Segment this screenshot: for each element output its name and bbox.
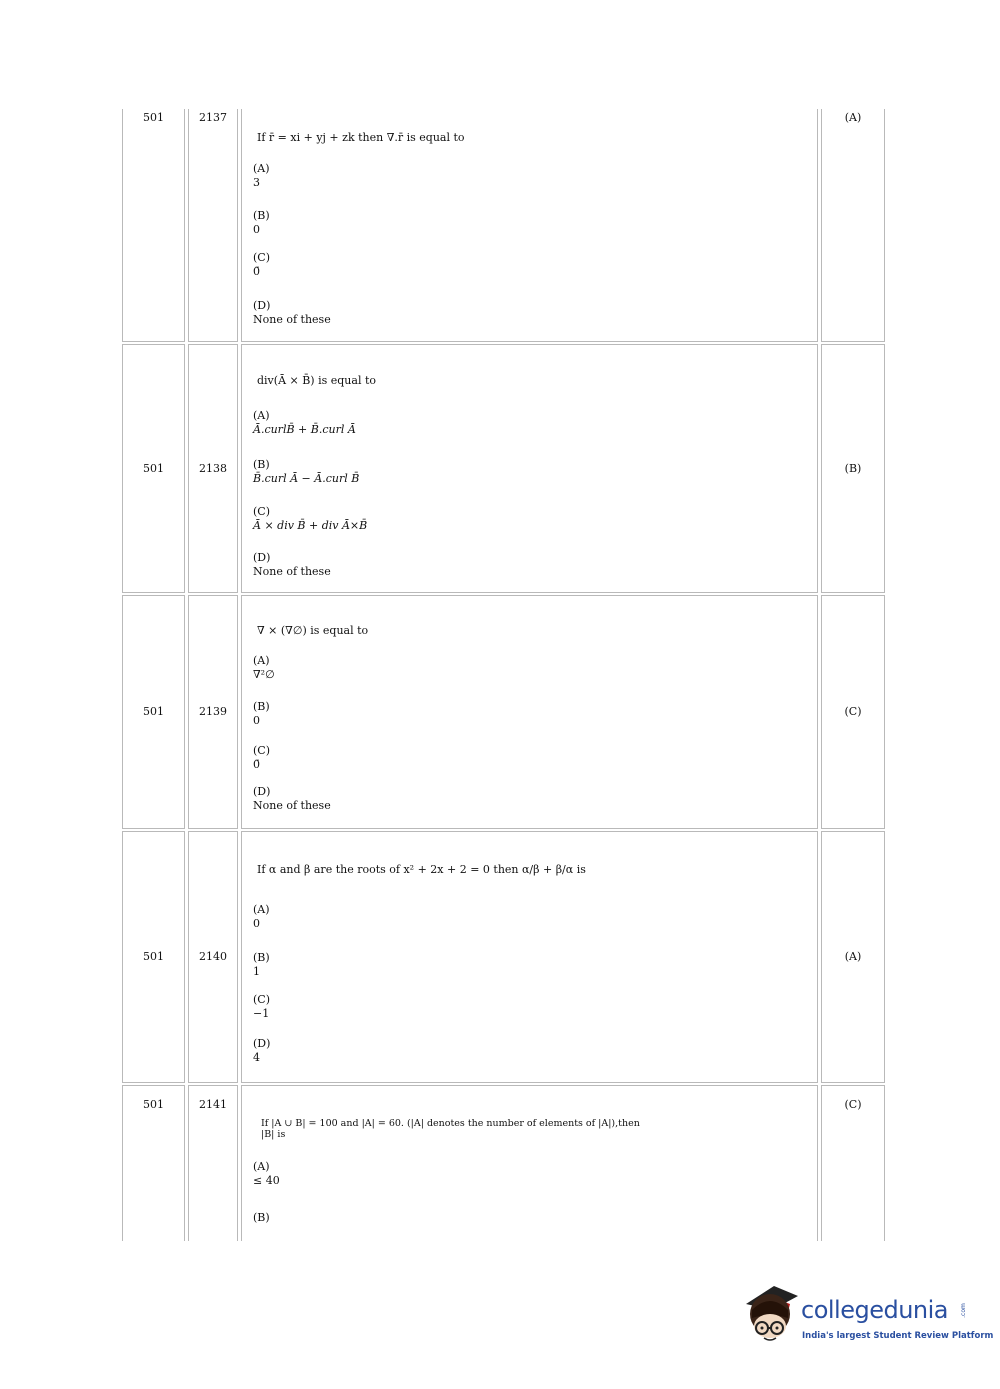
option-value: 0̄ xyxy=(253,265,260,278)
option xyxy=(253,903,270,931)
option-label: (B) xyxy=(253,1211,270,1224)
answer-key: (C) xyxy=(844,1098,862,1111)
subject-code: 501 xyxy=(143,1098,164,1111)
question-text: If r̄ = xi + yj + zk then ∇.r̄ is equal to xyxy=(257,131,465,144)
collegedunia-logo[interactable] xyxy=(740,1282,994,1352)
question-number: 2138 xyxy=(199,462,227,475)
option xyxy=(253,744,270,772)
option xyxy=(253,251,270,279)
option xyxy=(253,1211,270,1225)
option-label: (B) xyxy=(253,951,270,964)
option xyxy=(253,1037,270,1065)
question-cell xyxy=(241,109,818,342)
answer-cell xyxy=(821,595,885,829)
answer-cell xyxy=(821,344,885,593)
option-value: None of these xyxy=(253,565,331,578)
question-text: div(Ā × B̄) is equal to xyxy=(257,374,377,387)
table-row xyxy=(122,344,886,593)
answer-cell xyxy=(821,109,885,342)
table-row xyxy=(122,831,886,1083)
question-cell xyxy=(241,831,818,1083)
option-value: 3 xyxy=(253,176,260,189)
option xyxy=(253,505,367,533)
subject-cell xyxy=(122,1085,185,1241)
option-label: (C) xyxy=(253,993,270,1006)
option xyxy=(253,1160,280,1188)
subject-code: 501 xyxy=(143,950,164,963)
option xyxy=(253,409,356,437)
option-label: (A) xyxy=(253,409,270,422)
answer-key: (A) xyxy=(844,950,862,963)
question-cell xyxy=(241,344,818,593)
option xyxy=(253,993,270,1021)
subject-cell xyxy=(122,109,185,342)
subject-cell xyxy=(122,831,185,1083)
question-line: |B| is xyxy=(261,1129,286,1140)
option xyxy=(253,162,270,190)
subject-code: 501 xyxy=(143,111,164,124)
option-value: None of these xyxy=(253,799,331,812)
option-value: 1 xyxy=(253,965,260,978)
option-label: (A) xyxy=(253,654,270,667)
subject-code: 501 xyxy=(143,462,164,475)
question-line: If |A ∪ B| = 100 and |A| = 60. (|A| denotes the number of elements of |A|),then xyxy=(261,1118,640,1129)
option-label: (C) xyxy=(253,251,270,264)
subject-cell xyxy=(122,344,185,593)
answer-key: (A) xyxy=(844,111,862,124)
qno-cell xyxy=(188,595,238,829)
logo-tagline: India's largest Student Review Platform xyxy=(802,1331,994,1341)
logo-suffix: .com xyxy=(959,1303,967,1318)
option xyxy=(253,654,275,682)
subject-code: 501 xyxy=(143,705,164,718)
question-text: If α and β are the roots of x² + 2x + 2 = 0 then α/β + β/α is xyxy=(257,863,586,876)
mascot-icon xyxy=(740,1282,802,1348)
answer-key: (C) xyxy=(844,705,862,718)
option-value: 0̄ xyxy=(253,758,260,771)
option xyxy=(253,299,331,327)
option-label: (C) xyxy=(253,505,270,518)
subject-cell xyxy=(122,595,185,829)
option-value: 0 xyxy=(253,917,260,930)
table-row xyxy=(122,109,886,342)
option-label: (D) xyxy=(253,551,271,564)
option-value: 0 xyxy=(253,223,260,236)
answer-cell xyxy=(821,1085,885,1241)
question-cell xyxy=(241,1085,818,1241)
question-number: 2139 xyxy=(199,705,227,718)
option xyxy=(253,951,270,979)
option-value: Ā.curlB̄ + B̄.curl Ā xyxy=(253,423,356,436)
option-label: (B) xyxy=(253,700,270,713)
option xyxy=(253,458,359,486)
option xyxy=(253,551,331,579)
option-label: (A) xyxy=(253,903,270,916)
option xyxy=(253,700,270,728)
option-label: (D) xyxy=(253,299,271,312)
option xyxy=(253,209,270,237)
answer-key: (B) xyxy=(844,462,862,475)
option-label: (D) xyxy=(253,1037,271,1050)
question-number: 2141 xyxy=(199,1098,227,1111)
option-value: 4 xyxy=(253,1051,260,1064)
option-label: (A) xyxy=(253,1160,270,1173)
option-value: Ā × div B̄ + div Ā×B̄ xyxy=(253,519,368,532)
table-row xyxy=(122,595,886,829)
table-row xyxy=(122,1085,886,1241)
option-value: ∇²∅ xyxy=(253,668,275,681)
question-cell xyxy=(241,595,818,829)
qno-cell xyxy=(188,1085,238,1241)
answer-cell xyxy=(821,831,885,1083)
option xyxy=(253,785,331,813)
option-value: None of these xyxy=(253,313,331,326)
qno-cell xyxy=(188,831,238,1083)
logo-wordmark: collegedunia xyxy=(801,1296,949,1324)
option-value: B̄.curl Ā − Ā.curl B̄ xyxy=(253,472,360,485)
qno-cell xyxy=(188,344,238,593)
option-label: (D) xyxy=(253,785,271,798)
qno-cell xyxy=(188,109,238,342)
option-label: (A) xyxy=(253,162,270,175)
option-value: 0 xyxy=(253,714,260,727)
question-text xyxy=(261,1118,807,1140)
option-label: (B) xyxy=(253,209,270,222)
option-value: ≤ 40 xyxy=(253,1174,280,1187)
question-number: 2137 xyxy=(199,111,227,124)
option-label: (C) xyxy=(253,744,270,757)
question-number: 2140 xyxy=(199,950,227,963)
question-text: ∇ × (∇∅) is equal to xyxy=(257,624,369,637)
option-value: −1 xyxy=(253,1007,270,1020)
option-label: (B) xyxy=(253,458,270,471)
